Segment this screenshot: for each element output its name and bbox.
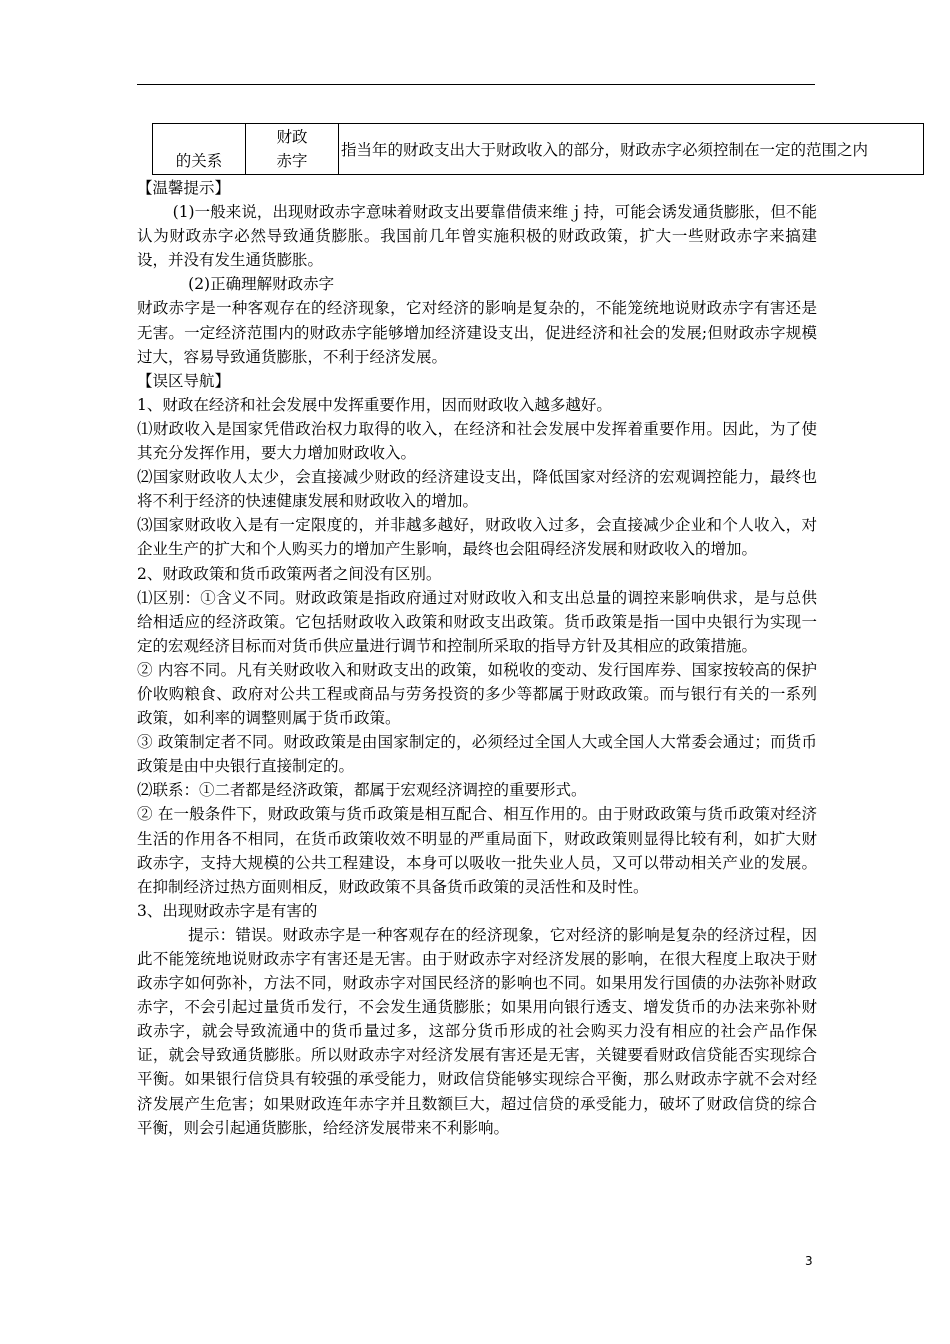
paragraph: (2)正确理解财政赤字: [188, 275, 335, 294]
section-heading: 【误区导航】: [137, 371, 231, 390]
table-row: [153, 124, 924, 175]
paragraph: 财政赤字是一种客观存在的经济现象，它对经济的影响是复杂的，不能笼统地说财政赤字有害还是无害。一定经济范围内的财政赤字能够增加经济建设支出，促进经济和社会的发展;但财政赤字规模过大，容易导致通货膨胀，不利于经济发展。: [137, 299, 817, 366]
body-text: [137, 176, 817, 1140]
paragraph: ⑵国家财政收人太少，会直接减少财政的经济建设支出，降低国家对经济的宏观调控能力，最终也将不利于经济的快速健康发展和财政收入的增加。: [137, 468, 817, 511]
paragraph: ③ 政策制定者不同。财政政策是由国家制定的，必须经过全国人大或全国人大常委会通过；而货币政策是由中央银行直接制定的。: [137, 733, 817, 776]
paragraph: ⑶国家财政收入是有一定限度的，并非越多越好，财政收入过多，会直接减少企业和个人收入，对企业生产的扩大和个人购买力的增加产生影响，最终也会阻碍经济发展和财政收入的增加。: [137, 516, 817, 559]
paragraph: ⑴财政收入是国家凭借政治权力取得的收入，在经济和社会发展中发挥着重要作用。因此，为了使其充分发挥作用，要大力增加财政收入。: [137, 419, 817, 463]
paragraph: 【温馨提示】: [137, 179, 231, 197]
relation-cell: [153, 124, 246, 175]
definition-table: [152, 123, 924, 175]
paragraph: ② 内容不同。凡有关财政收入和财政支出的政策，如税收的变动、发行国库券、国家按较高的保护价收购粮食、政府对公共工程或商品与劳务投资的多少等都属于财政政策。而与银行有关的一系列政策，如利率的调整则属于货币政策。: [137, 660, 817, 728]
page-number: 3: [805, 1254, 813, 1268]
paragraph: 2、财政政策和货币政策两者之间没有区别。: [137, 564, 442, 583]
header-rule: [137, 84, 815, 85]
relation-label: 的关系: [175, 152, 223, 170]
paragraph: (1)一般来说，出现财政赤字意味着财政支出要靠借债来维ｊ持，可能会诱发通货膨胀，但不能认为财政赤字必然导致通货膨胀。我国前几年曾实施积极的财政政策，扩大一些财政赤字来搞建设，并没有发生通货膨胀。: [137, 203, 817, 270]
paragraph: 提示：错误。财政赤字是一种客观存在的经济现象，它对经济的影响是复杂的经济过程，因此不能笼统地说财政赤字有害还是无害。由于财政赤字对经济发展的影响，在很大程度上取决于财政赤字如何弥补，方法不同，财政赤字对国民经济的影响也不同。如果用发行国债的办法弥补财政赤字，不会引起过量货币发行，不会发生通货膨胀；如果用向银行透支、增发货币的办法来弥补财政赤字，就会导致流通中的货币量过多，这部分货币形成的社会购买力没有相应的社会产品作保证，就会导致通货膨胀。所以财政赤字对经济发展有害还是无害，关键要看财政信贷能否实现综合平衡。如果银行信贷具有较强的承受能力，财政信贷能够实现综合平衡，那么财政赤字就不会对经济发展产生危害；如果财政连年赤字并且数额巨大，超过信贷的承受能力，破坏了财政信贷的综合平衡，则会引起通货膨胀，给经济发展带来不利影响。: [137, 925, 817, 1137]
paragraph: ⑴区别：①含义不同。财政政策是指政府通过对财政收入和支出总量的调控来影响供求，是与总供给相适应的经济政策。它包括财政收入政策和财政支出政策。货币政策是指一国中央银行为实现一定的宏观经济目标而对货币供应量进行调节和控制所采取的指导方针及其相应的政策措施。: [137, 588, 817, 655]
paragraph: ② 在一般条件下，财政政策与货币政策是相互配合、相互作用的。由于财政政策与货币政策对经济生活的作用各不相同，在货币政策收效不明显的严重局面下，财政政策则显得比较有利，如扩大财政赤字，支持大规模的公共工程建设，本身可以吸收一批失业人员，又可以带动相关产业的发展。在抑制经济过热方面则相反，财政政策不具备货币政策的灵活性和及时性。: [137, 805, 817, 896]
paragraph: 1、财政在经济和社会发展中发挥重要作用，因而财政收入越多越好。: [137, 395, 612, 414]
definition-cell: 指当年的财政支出大于财政收入的部分，财政赤字必须控制在一定的范围之内: [339, 124, 924, 175]
term-line-1: 财政: [276, 128, 308, 146]
paragraph: ⑵联系：①二者都是经济政策，都属于宏观经济调控的重要形式。: [137, 781, 587, 800]
paragraph: 3、出现财政赤字是有害的: [137, 901, 318, 920]
term-line-2: 赤字: [276, 152, 308, 170]
term-cell: [246, 124, 339, 175]
